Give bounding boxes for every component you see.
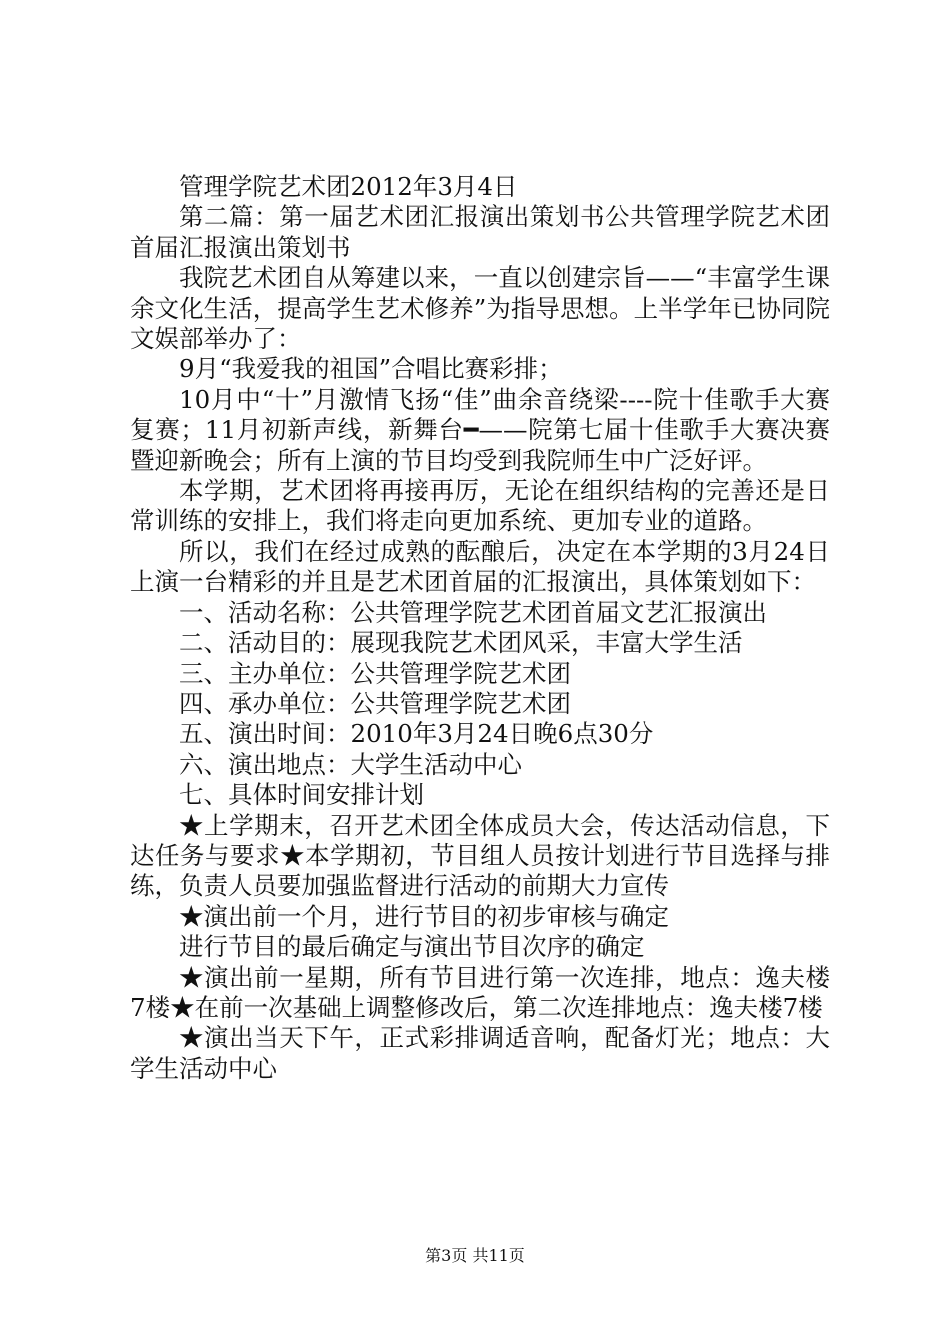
paragraph-signature: 管理学院艺术团2012年3月4日 (179, 172, 518, 201)
list-item-show-time: 五、演出时间：2010年3月24日晚6点30分 (179, 719, 654, 749)
list-item-schedule-heading: 七、具体时间安排计划 (179, 780, 424, 810)
schedule-item-one-month-before: ★演出前一个月，进行节目的初步审核与确定 (179, 901, 669, 931)
schedule-item-one-week-before: ★演出前一星期，所有节目进行第一次连排，地点：逸夫楼7楼★在前一次基础上调整修改后，第二次连排地点：逸夫楼7楼 (130, 962, 830, 1022)
list-item-host: 四、承办单位：公共管理学院艺术团 (179, 688, 571, 718)
schedule-item-show-day: ★演出当天下午，正式彩排调适音响，配备灯光；地点：大学生活动中心 (130, 1023, 830, 1083)
paragraph-section-title: 第二篇：第一届艺术团汇报演出策划书公共管理学院艺术团首届汇报演出策划书 (130, 202, 830, 262)
page-number-footer: 第3页 共11页 (425, 1246, 525, 1265)
paragraph-september: 9月“我爱我的祖国”合唱比赛彩排； (179, 354, 563, 384)
paragraph-decision: 所以，我们在经过成熟的酝酿后，决定在本学期的3月24日上演一台精彩的并且是艺术团首届的汇报演出，具体策划如下： (130, 536, 830, 597)
list-item-organizer: 三、主办单位：公共管理学院艺术团 (179, 658, 571, 688)
paragraph-this-semester: 本学期，艺术团将再接再厉，无论在组织结构的完善还是日常训练的安排上，我们将走向更加系统、更加专业的道路。 (130, 476, 830, 536)
schedule-item-final-confirmation: 进行节目的最后确定与演出节目次序的确定 (179, 932, 645, 962)
list-item-show-location: 六、演出地点：大学生活动中心 (179, 749, 522, 779)
list-item-activity-purpose: 二、活动目的：展现我院艺术团风采，丰富大学生活 (179, 628, 743, 658)
paragraph-october-november: 10月中“十”月激情飞扬“佳”曲余音绕梁----院十佳歌手大赛复赛；11月初新声线，新舞台━——院第七届十佳歌手大赛决赛暨迎新晚会；所有上演的节目均受到我院师生中广泛好评。 (130, 384, 830, 475)
list-item-activity-name: 一、活动名称：公共管理学院艺术团首届文艺汇报演出 (179, 597, 767, 627)
document-body (130, 172, 830, 1084)
schedule-item-last-semester: ★上学期末，召开艺术团全体成员大会，传达活动信息，下达任务与要求★本学期初，节目组人员按计划进行节目选择与排练，负责人员要加强监督进行活动的前期大力宣传 (130, 810, 830, 901)
paragraph-intro: 我院艺术团自从筹建以来，一直以创建宗旨——“丰富学生课余文化生活，提高学生艺术修养”为指导思想。上半学年已协同院文娱部举办了： (130, 263, 830, 354)
